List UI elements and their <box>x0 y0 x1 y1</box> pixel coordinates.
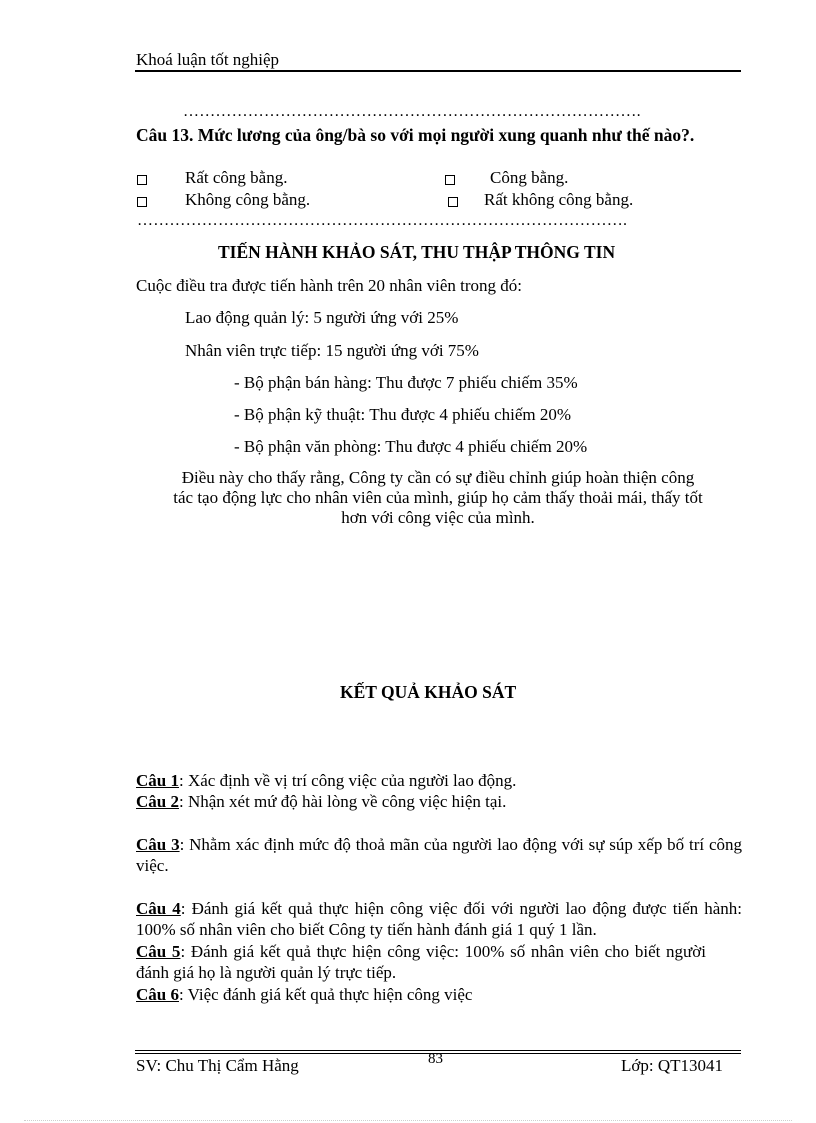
page-edge <box>24 1120 792 1121</box>
dotted-leader-top: …………………………………………………………………………. <box>183 103 641 120</box>
survey-conclusion-line-3: hơn với công việc của mình. <box>341 508 535 527</box>
header-title: Khoá luận tốt nghiệp <box>136 50 280 69</box>
survey-line-staff: Nhân viên trực tiếp: 15 người ứng với 75% <box>185 341 479 360</box>
result-q4-text: : Đánh giá kết quả thực hiện công việc đối với người lao động được tiến hành: 100% số nhân viên cho biết Công ty tiến hành đánh giá 1 quý 1 lần. <box>136 899 742 939</box>
question-13: Câu 13. Mức lương của ông/bà so với mọi người xung quanh như thế nào?. <box>136 125 695 145</box>
header-rule <box>135 70 741 72</box>
result-q2-text: : Nhận xét mứ độ hài lòng về công việc hiện tại. <box>178 792 507 811</box>
result-q5-text: : Đánh giá kết quả thực hiện công việc: 100% số nhân viên cho biết người đánh giá họ là người quản lý trực tiếp. <box>136 942 706 982</box>
footer-student: SV: Chu Thị Cẩm Hằng <box>136 1056 299 1075</box>
result-q3-text: : Nhằm xác định mức độ thoả mãn của người lao động với sự súp xếp bố trí công việc. <box>136 835 742 875</box>
option-very-fair: Rất công bằng. <box>185 168 288 187</box>
survey-conclusion-line-1: Điều này cho thấy rằng, Công ty cần có sự điều chỉnh giúp hoàn thiện công <box>181 468 695 487</box>
result-q5 <box>136 941 706 983</box>
survey-conclusion-line-2: tác tạo động lực cho nhân viên của mình, giúp họ cảm thấy thoải mái, thấy tốt <box>173 488 703 507</box>
result-q4-label: Câu 4 <box>136 899 181 918</box>
option-unfair: Không công bằng. <box>185 190 311 209</box>
survey-line-office: - Bộ phận văn phòng: Thu được 4 phiếu chiếm 20% <box>234 437 588 456</box>
result-q3-label: Câu 3 <box>136 835 180 854</box>
result-q2-label: Câu 2 <box>136 792 179 811</box>
dotted-leader-bottom: ………………………………………………………………………………. <box>137 212 628 229</box>
survey-conclusion <box>134 468 742 528</box>
result-q6-label: Câu 6 <box>136 985 179 1004</box>
footer-class: Lớp: QT13041 <box>621 1056 724 1075</box>
checkbox-icon[interactable] <box>445 175 455 185</box>
result-q1-text: : Xác định về vị trí công việc của người lao động. <box>178 771 517 790</box>
survey-intro: Cuộc điều tra được tiến hành trên 20 nhân viên trong đó: <box>136 276 522 295</box>
result-q6-text: : Việc đánh giá kết quả thực hiện công việc <box>178 985 473 1004</box>
result-q6 <box>136 984 742 1005</box>
result-q3 <box>136 834 742 876</box>
checkbox-icon[interactable] <box>448 197 458 207</box>
result-q1 <box>136 770 742 791</box>
option-fair: Công bằng. <box>490 168 569 187</box>
result-q1-label: Câu 1 <box>136 771 179 790</box>
survey-line-manager: Lao động quản lý: 5 người ứng với 25% <box>185 308 459 327</box>
section-title-results: KẾT QUẢ KHẢO SÁT <box>340 682 517 702</box>
result-q4 <box>136 898 742 940</box>
checkbox-icon[interactable] <box>137 197 147 207</box>
page-number: 83 <box>428 1051 443 1067</box>
checkbox-icon[interactable] <box>137 175 147 185</box>
result-q2 <box>136 791 742 812</box>
option-very-unfair: Rất không công bằng. <box>484 190 634 209</box>
survey-line-tech: - Bộ phận kỹ thuật: Thu được 4 phiếu chiếm 20% <box>234 405 572 424</box>
result-q5-label: Câu 5 <box>136 942 181 961</box>
section-title-survey: TIẾN HÀNH KHẢO SÁT, THU THẬP THÔNG TIN <box>218 242 616 262</box>
survey-line-sales: - Bộ phận bán hàng: Thu được 7 phiếu chiếm 35% <box>234 373 578 392</box>
